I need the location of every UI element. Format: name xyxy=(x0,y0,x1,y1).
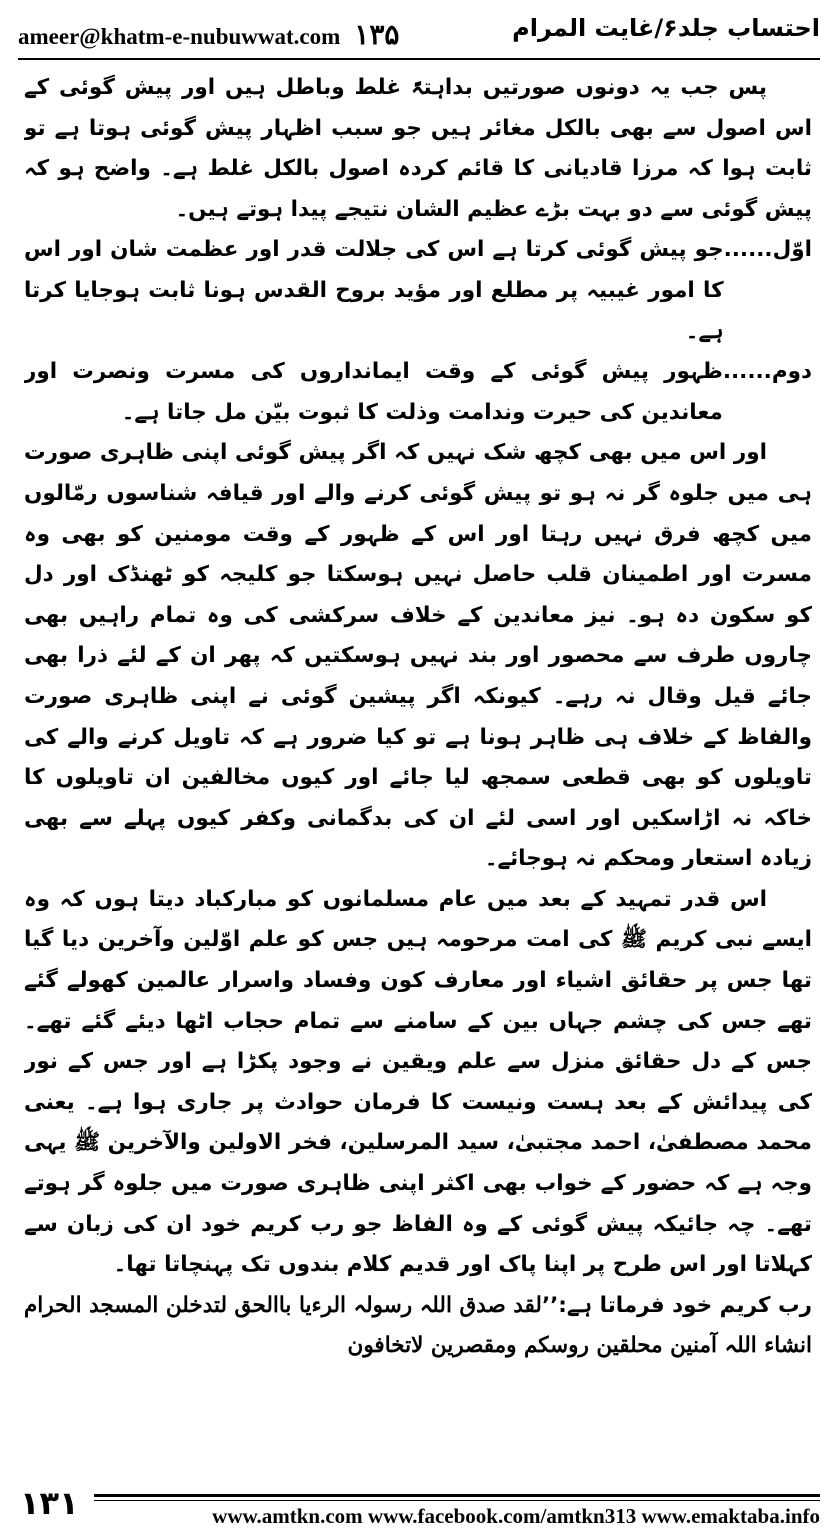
footer-links: www.amtkn.com www.facebook.com/amtkn313 www.emaktaba.info xyxy=(212,1504,820,1528)
paragraph-1: پس جب یہ دونوں صورتیں بداہتہً غلط وباطل ہیں اور پیش گوئی کے اس اصول سے بھی بالکل مغائر ہیں جو سبب اظہار پیش گوئی ہوتا ہے تو ثابت ہوا کہ مرزا قادیانی کا قائم کردہ اصول بالکل غلط ہے۔ واضح ہو کہ پیش گوئی سے دو بہت بڑے عظیم الشان نتیجے پیدا ہوتے ہیں۔ xyxy=(24,75,812,222)
paragraph-3: اس قدر تمہید کے بعد میں عام مسلمانوں کو مبارکباد دیتا ہوں کہ وہ ایسے نبی کریم ﷺ کی امت مرحومہ ہیں جس کو علم اوّلین وآخرین دیا گیا تھا جس پر حقائق اشیاء اور معارف کون وفساد واسرار عالمین کھولے گئے تھے جس کی چشم جہاں بین کے سامنے سے تمام حجاب اٹھا دیئے گئے تھے۔ جس کے دل حقائق منزل سے علم ویقین نے وجود پکڑا ہے اور جس کے نور کی پیدائش کے بعد ہست ونیست کا فرمان حوادث پر جاری ہوا ہے۔ یعنی محمد مصطفیٰ، احمد مجتبیٰ، سید المرسلین، فخر الاولین والآخرین ﷺ یہی وجہ ہے کہ حضور کے خواب بھی اکثر اپنی ظاہری صورت میں جلوہ گر ہوتے تھے۔ چہ جائیکہ پیش گوئی کے وہ الفاظ جو رب کریم خود ان کی زبان سے کہلاتا اور اس طرح پر اپنا پاک اور قدیم کلام بندوں تک پہنچاتا تھا۔ xyxy=(24,886,812,1278)
point-first-label: اوّل...... xyxy=(723,237,812,263)
header-left xyxy=(18,18,399,52)
header-book-title: احتساب جلد۶/غایت المرام xyxy=(512,14,820,42)
page-body xyxy=(24,68,812,1453)
page-header xyxy=(0,0,840,60)
footer-divider-thick xyxy=(94,1494,820,1497)
point-second-text: ظہور پیش گوئی کے وقت ایمانداروں کی مسرت ونصرت اور معاندین کی حیرت وندامت وذلت کا ثبوت بیّن مل جاتا ہے۔ xyxy=(24,359,723,425)
paragraph-2: اور اس میں بھی کچھ شک نہیں کہ اگر پیش گوئی اپنی ظاہری صورت ہی میں جلوہ گر نہ ہو تو پیش گوئی کرنے والے اور قیافہ شناسوں رمّالوں میں کچھ فرق نہیں رہتا اور اس کے ظہور کے وقت مومنین کو بھی وہ مسرت اور اطمینان قلب حاصل نہیں ہوسکتا جو کلیجہ کو ٹھنڈک اور دل کو سکون دہ ہو۔ نیز معاندین کے خلاف سرکشی کی وہ تمام راہیں بھی چاروں طرف سے محصور اور بند نہیں ہوسکتیں کہ پھر ان کے لئے ذرا بھی جائے قیل وقال نہ رہے۔ کیونکہ اگر پیشین گوئی نے اپنی ظاہری صورت والفاظ کے خلاف ہی ظاہر ہونا ہے تو کیا ضرور ہے کہ تاویل کرنے والے کی تاویلوں کو بھی قطعی سمجھ لیا جائے اور کیوں مخالفین ان تاویلوں کا خاکہ نہ اڑاسکیں اور اسی لئے ان کی بدگمانی وکفر کیوں پہلے سے بھی زیادہ استعار ومحکم نہ ہوجائے۔ xyxy=(24,440,812,872)
header-page-number: ۱۳۵ xyxy=(354,20,400,51)
quote-intro: رب کریم خود فرماتا ہے:’’ xyxy=(541,1292,812,1318)
point-second-label: دوم...... xyxy=(722,359,812,385)
point-second xyxy=(24,352,812,433)
header-divider xyxy=(18,58,820,60)
footer-divider-thin xyxy=(94,1500,820,1501)
point-first-text: جو پیش گوئی کرتا ہے اس کی جلالت قدر اور عظمت شان اور اس کا امور غیبیہ پر مطلع اور مؤید بروح القدس ہونا ثابت ہوجایا کرتا ہے۔ xyxy=(24,237,724,344)
paragraph-4 xyxy=(24,1286,812,1367)
point-first xyxy=(24,230,812,352)
footer-page-number: ۱۳۱ xyxy=(20,1484,79,1522)
header-email: ameer@khatm-e-nubuwwat.com xyxy=(18,24,341,49)
quranic-quote: لقد صدق اللہ رسولہ الرءیا باالحق لتدخلن المسجد الحرام انشاء اللہ آمنین محلقین روسکم ومقصرین لاتخافون xyxy=(24,1292,812,1359)
page-footer xyxy=(0,1480,840,1540)
